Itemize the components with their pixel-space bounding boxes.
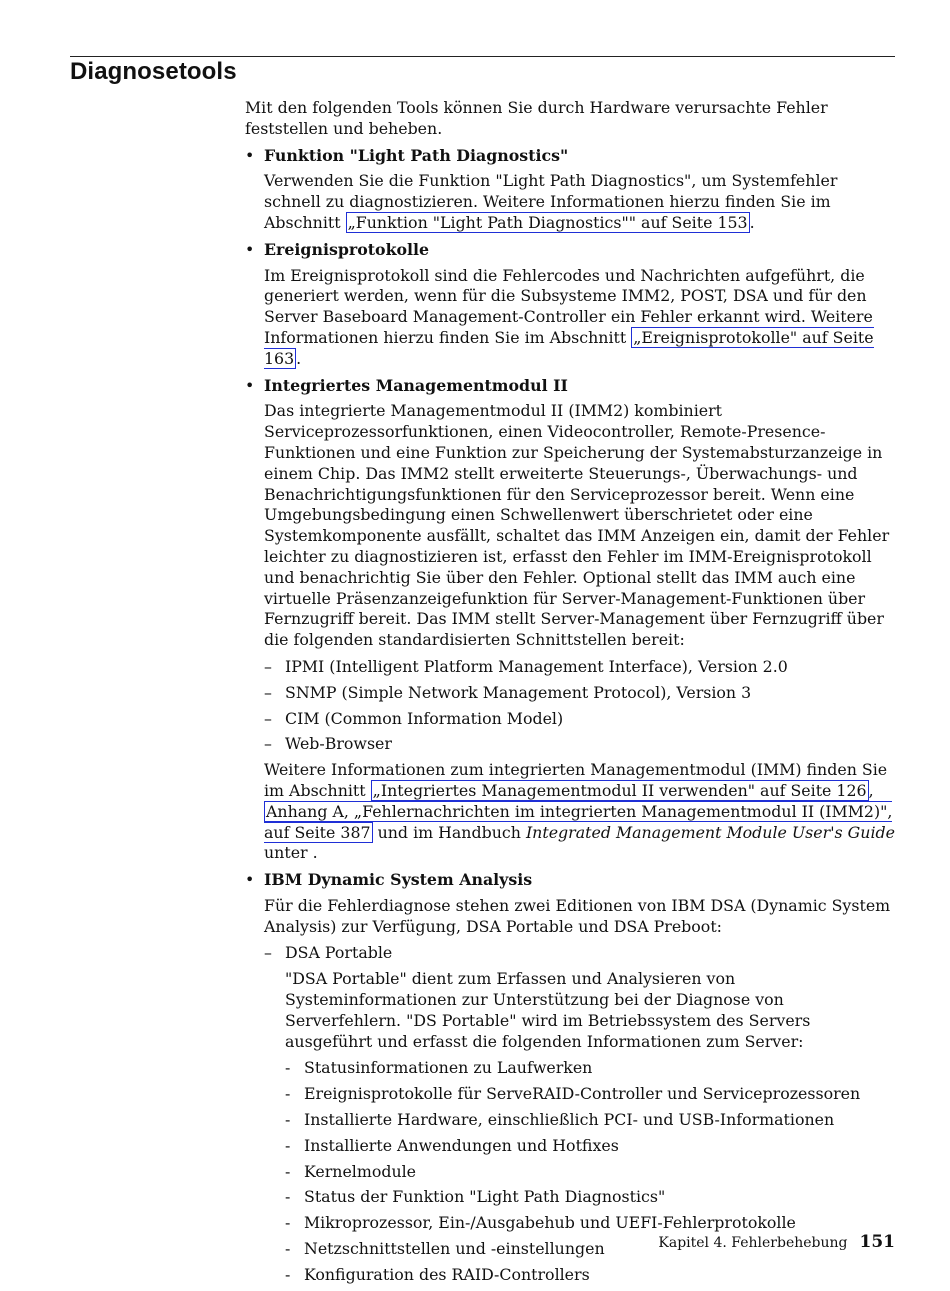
- page-number: 151: [859, 1232, 895, 1252]
- imm-more-text: Weitere Informationen zum integrierten Managementmodul (IMM) finden Sie im Abschnitt „Integriertes Managementmodul II verwenden" auf Seite 126 , Anhang A, „Fehlernachrichten im integrierten Managementmodul II (IMM2)", auf Seite 387 und im Handbuch Integrated Management Module User's Guide unter .: [264, 760, 895, 863]
- interface-item: – SNMP (Simple Network Management Protocol), Version 3: [264, 682, 752, 702]
- info-item: - Status der Funktion "Light Path Diagnostics": [285, 1187, 666, 1207]
- info-item: - Konfiguration des RAID-Controllers: [285, 1264, 590, 1284]
- bullet: •: [245, 375, 255, 395]
- event-logs-link[interactable]: „Ereignisprotokolle" auf Seite 163: [264, 327, 874, 368]
- interface-item: – IPMI (Intelligent Platform Management Interface), Version 2.0: [264, 656, 788, 676]
- guide-title: Integrated Management Module User's Guide: [525, 822, 895, 842]
- dsa-portable-text: "DSA Portable" dient zum Erfassen und Analysieren von Systeminformationen zur Unterstützung bei der Diagnose von Serverfehlern. "DS Portable" wird im Betriebssystem des Servers ausgeführt und erfasst die folgenden Informationen zum Server:: [285, 969, 811, 1051]
- info-item: - Statusinformationen zu Laufwerken: [285, 1058, 593, 1078]
- interface-item: – Web-Browser: [264, 734, 392, 754]
- light-path-link[interactable]: „Funktion "Light Path Diagnostics"" auf Seite 153: [347, 212, 748, 232]
- bullet: •: [245, 239, 255, 259]
- item-text: Das integrierte Managementmodul II (IMM2) kombiniert Serviceprozessorfunktionen, einen Videocontroller, Remote-Presence-Funktionen und eine Funktion zur Speicherung der Systemabsturzanzeige in einem Chip. Das IMM2 stellt erweiterte Steuerungs-, Überwachungs- und Benachrichtigungsfunktionen für den Serviceprozessor bereit. Wenn eine Umgebungsbedingung einen Schwellenwert überschrietet oder eine Systemkomponente ausfällt, schaltet das IMM Anzeigen ein, damit der Fehler leichter zu diagnostizieren ist, erfasst den Fehler im IMM-Ereignisprotokoll und benachrichtig Sie über den Fehler. Optional stellt das IMM auch eine virtuelle Präsenzanzeigefunktion für Server-Management-Funktionen über Fernzugriff bereit. Das IMM stellt Server-Management über Fernzugriff über die folgenden standardisierten Schnittstellen bereit:: [264, 401, 890, 650]
- imm-usage-link[interactable]: „Integriertes Managementmodul II verwenden" auf Seite 126: [372, 780, 867, 800]
- item-title: Funktion "Light Path Diagnostics": [264, 145, 569, 165]
- list-item-imm: [245, 376, 897, 865]
- list-item-event-logs: [245, 240, 897, 370]
- bullet: •: [245, 145, 255, 165]
- intro-text: Mit den folgenden Tools können Sie durch Hardware verursachte Fehler feststellen und beheben.: [245, 98, 828, 138]
- list-item-light-path: [245, 146, 897, 234]
- item-text: Für die Fehlerdiagnose stehen zwei Editionen von IBM DSA (Dynamic System Analysis) zur Verfügung, DSA Portable und DSA Preboot:: [264, 895, 891, 936]
- item-text: Verwenden Sie die Funktion "Light Path Diagnostics", um Systemfehler schnell zu diagnostizieren. Weitere Informationen hierzu finden Sie im Abschnitt „Funktion "Light Path Diagnostics"" auf Seite 153 .: [264, 171, 838, 232]
- appendix-a-link[interactable]: Anhang A, „Fehlernachrichten im integrierten Managementmodul II (IMM2)", auf Seite 387: [264, 801, 893, 842]
- dsa-portable-title: DSA Portable: [285, 943, 393, 963]
- item-title: Ereignisprotokolle: [264, 239, 430, 259]
- main-content: [245, 98, 897, 1291]
- info-item: - Installierte Anwendungen und Hotfixes: [285, 1135, 619, 1155]
- chapter-label: Kapitel 4. Fehlerbehebung: [658, 1235, 848, 1251]
- info-item: - Netzschnittstellen und -einstellungen: [285, 1239, 605, 1259]
- info-item: - Mikroprozessor, Ein-/Ausgabehub und UEFI-Fehlerprotokolle: [285, 1213, 796, 1233]
- item-text: Im Ereignisprotokoll sind die Fehlercodes und Nachrichten aufgeführt, die generiert werden, wenn für die Subsysteme IMM2, POST, DSA und für den Server Baseboard Management-Controller ein Fehler erkannt wird. Weitere Informationen hierzu finden Sie im Abschnitt „Ereignisprotokolle" auf Seite 163 .: [264, 265, 874, 368]
- list-item-dsa: [245, 870, 897, 1286]
- interface-item: – CIM (Common Information Model): [264, 708, 564, 728]
- item-title: Integriertes Managementmodul II: [264, 375, 568, 395]
- item-title: IBM Dynamic System Analysis: [264, 870, 533, 890]
- dsa-portable-item: – DSA Portable "DSA Portable" dient zum Erfassen und Analysieren von Systeminformationen zur Unterstützung bei der Diagnose von Serverfehlern. "DS Portable" wird im Betriebssystem des Servers ausgeführt und erfasst die folgenden Informationen zum Server: - Statusinformationen zu Laufwerken - Ereignisprotokolle für ServeRAID-Controller und Serviceprozessoren - Installierte Hardware, einschließlich PCI- und USB-Informationen - Installierte Anwendungen und Hotfixes - Kernelmodule - Status der Funktion "Light Path Diagnostics" - Mikroprozessor, Ein-/Ausgabehub und UEFI-Fehlerprotokolle - Netzschnittstellen und -einstellungen - Konfiguration des RAID-Controllers: [264, 943, 897, 1285]
- info-item: - Ereignisprotokolle für ServeRAID-Controller und Serviceprozessoren: [285, 1084, 861, 1104]
- page-footer: [658, 1232, 895, 1252]
- info-item: - Installierte Hardware, einschließlich PCI- und USB-Informationen: [285, 1110, 835, 1130]
- bullet: •: [245, 870, 255, 890]
- page-heading: Diagnosetools: [70, 58, 237, 85]
- top-rule: [70, 56, 895, 57]
- info-item: - Kernelmodule: [285, 1161, 417, 1181]
